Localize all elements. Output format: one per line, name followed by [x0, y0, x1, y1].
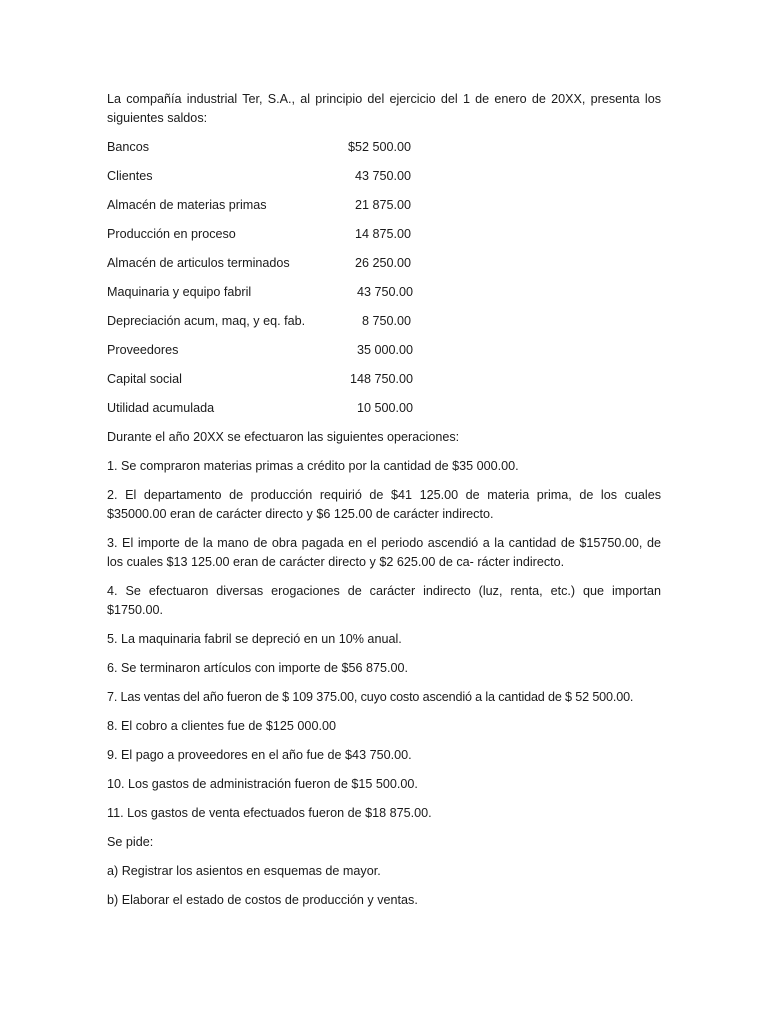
operation-item: 8. El cobro a clientes fue de $125 000.00: [107, 719, 336, 733]
request-item: a) Registrar los asientos en esquemas de mayor.: [107, 864, 381, 878]
balance-amount: 148 750.00: [349, 372, 413, 386]
balance-row: [107, 167, 661, 186]
operation-item: 4. Se efectuaron diversas erogaciones de carácter indirecto (luz, renta, etc.) que importan $1750.00.: [107, 584, 661, 617]
operation-item: 5. La maquinaria fabril se depreció en un 10% anual.: [107, 632, 402, 646]
operation-item: 3. El importe de la mano de obra pagada en el periodo ascendió a la cantidad de $15750.00, de los cuales $13 125.00 eran de carácter directo y $2 625.00 de ca- rácter indirecto.: [107, 536, 661, 569]
balance-row: [107, 225, 661, 244]
operation-item: 11. Los gastos de venta efectuados fueron de $18 875.00.: [107, 806, 432, 820]
balance-amount: 10 500.00: [356, 401, 413, 415]
balance-label: Capital social: [107, 372, 182, 386]
balance-label: Almacén de materias primas: [107, 198, 267, 212]
balance-row: [107, 283, 661, 302]
document-page: [107, 90, 661, 920]
request-intro: Se pide:: [107, 835, 154, 849]
balance-label: Maquinaria y equipo fabril: [107, 285, 252, 299]
balance-row: [107, 312, 661, 331]
operations-intro: Durante el año 20XX se efectuaron las siguientes operaciones:: [107, 430, 460, 444]
operation-item: 6. Se terminaron artículos con importe de $56 875.00.: [107, 661, 409, 675]
balance-amount: 8 750.00: [361, 314, 411, 328]
balance-amount: 26 250.00: [354, 256, 411, 270]
intro-paragraph: La compañía industrial Ter, S.A., al principio del ejercicio del 1 de enero de 20XX, presenta los siguientes saldos:: [107, 92, 661, 125]
balance-amount: 43 750.00: [354, 169, 411, 183]
balance-label: Bancos: [107, 140, 150, 154]
balance-row: [107, 370, 661, 389]
balance-label: Clientes: [107, 169, 153, 183]
balance-label: Almacén de articulos terminados: [107, 256, 290, 270]
balance-row: [107, 196, 661, 215]
balance-row: [107, 254, 661, 273]
operation-item: 1. Se compraron materias primas a crédito por la cantidad de $35 000.00.: [107, 459, 519, 473]
balance-row: [107, 341, 661, 360]
balance-amount: 35 000.00: [356, 343, 413, 357]
operation-item: 9. El pago a proveedores en el año fue de $43 750.00.: [107, 748, 412, 762]
balance-row: [107, 138, 661, 157]
balance-amount: 43 750.00: [356, 285, 413, 299]
balance-amount: $52 500.00: [347, 140, 411, 154]
balances-list: [107, 138, 661, 418]
balance-amount: 14 875.00: [354, 227, 411, 241]
operation-item: 7. Las ventas del año fueron de $ 109 375.00, cuyo costo ascendió a la cantidad de $ 52 500.00.: [107, 690, 634, 704]
balance-amount: 21 875.00: [354, 198, 411, 212]
operation-item: 10. Los gastos de administración fueron de $15 500.00.: [107, 777, 418, 791]
balance-label: Producción en proceso: [107, 227, 236, 241]
balance-label: Utilidad acumulada: [107, 401, 215, 415]
balance-label: Proveedores: [107, 343, 179, 357]
operation-item: 2. El departamento de producción requirió de $41 125.00 de materia prima, de los cuales $35000.00 eran de carácter directo y $6 125.00 de carácter indirecto.: [107, 488, 661, 521]
request-item: b) Elaborar el estado de costos de producción y ventas.: [107, 893, 418, 907]
balance-row: [107, 399, 661, 418]
balance-label: Depreciación acum, maq, y eq. fab.: [107, 314, 306, 328]
